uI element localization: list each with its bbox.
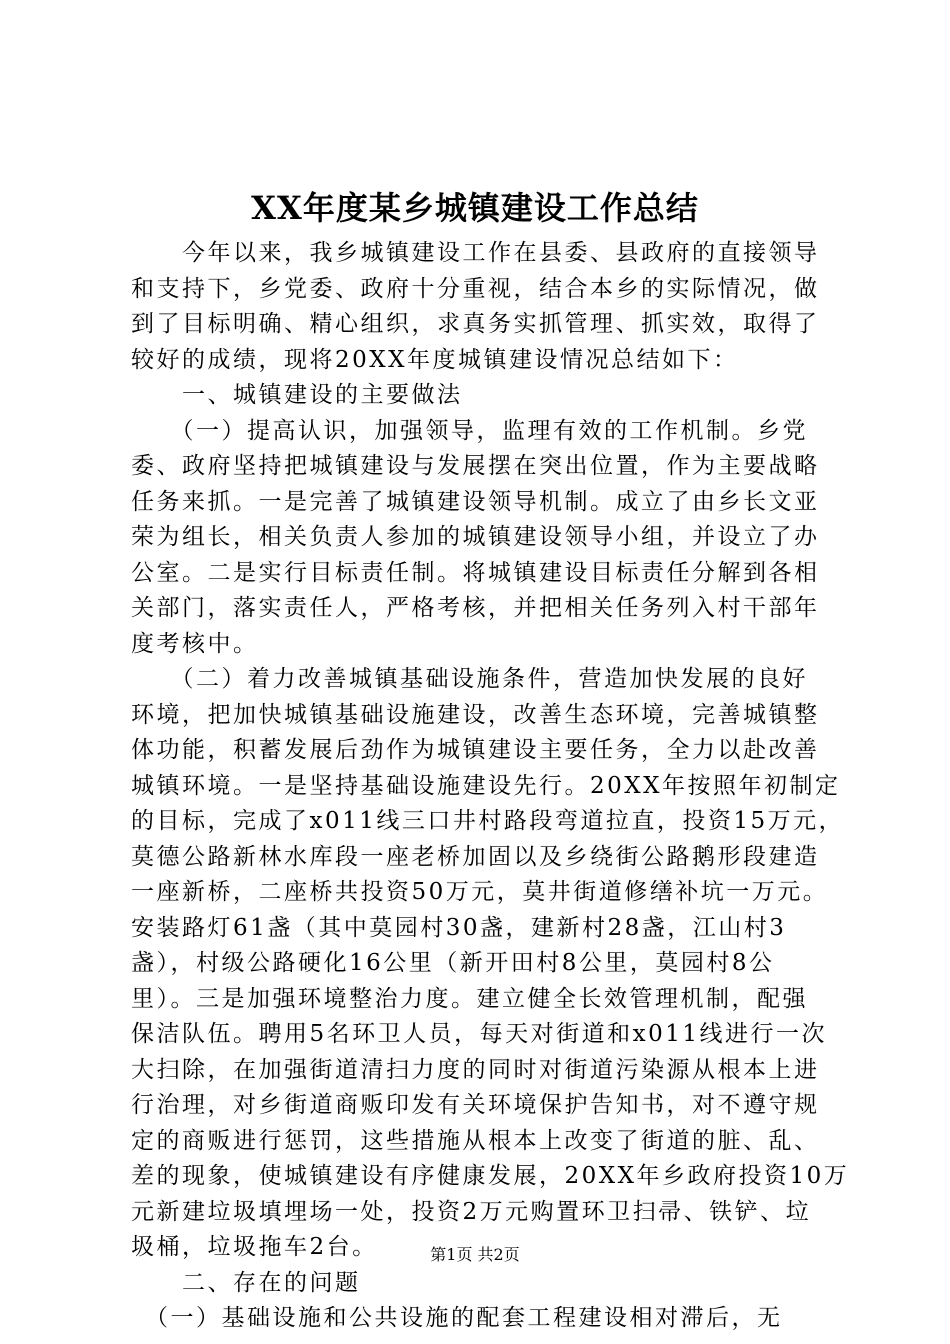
document-body — [131, 236, 850, 1337]
body-line: （一）基础设施和公共设施的配套工程建设相对滞后，无 — [131, 1305, 783, 1331]
section-heading: 二、存在的问题 — [131, 1269, 361, 1296]
body-line: 城镇环境。一是坚持基础设施建设先行。20XX年按照年初制定 — [131, 772, 841, 799]
body-line: 保洁队伍。聘用5名环卫人员，每天对街道和x011线进行一次 — [131, 1021, 828, 1047]
body-line: 今年以来，我乡城镇建设工作在县委、县政府的直接领导 — [131, 240, 820, 266]
body-line: 盏），村级公路硬化16公里（新开田村8公里，莫园村8公 — [131, 950, 775, 976]
body-line: 和支持下，乡党委、政府十分重视，结合本乡的实际情况，做 — [131, 275, 820, 302]
body-line: 行治理，对乡街道商贩印发有关环境保护告知书，对不遵守规 — [131, 1092, 820, 1118]
body-line: 较好的成绩，现将20XX年度城镇建设情况总结如下： — [131, 346, 739, 373]
body-line: 一座新桥，二座桥共投资50万元，莫井街道修缮补坑一万元。 — [131, 879, 829, 905]
body-line: 莫德公路新林水库段一座老桥加固以及乡绕街公路鹅形段建造 — [131, 843, 820, 870]
body-line: 体功能，积蓄发展后劲作为城镇建设主要任务，全力以赴改善 — [131, 737, 820, 763]
page-number-footer: 第1页 共2页 — [430, 1245, 520, 1264]
body-line: 荣为组长，相关负责人参加的城镇建设领导小组，并设立了办 — [131, 524, 820, 550]
body-line: 关部门，落实责任人，严格考核，并把相关任务列入村干部年 — [131, 595, 820, 621]
body-line: 委、政府坚持把城镇建设与发展摆在突出位置，作为主要战略 — [131, 453, 820, 479]
document-title: XX年度某乡城镇建设工作总结 — [251, 189, 699, 227]
body-line: （一）提高认识，加强领导，监理有效的工作机制。乡党 — [131, 417, 808, 444]
body-line: 元新建垃圾填埋场一处，投资2万元购置环卫扫帚、铁铲、垃 — [131, 1198, 812, 1225]
body-line: 环境，把加快城镇基础设施建设，改善生态环境，完善城镇整 — [131, 701, 820, 728]
section-heading: 一、城镇建设的主要做法 — [131, 382, 463, 408]
body-line: 定的商贩进行惩罚，这些措施从根本上改变了街道的脏、乱、 — [131, 1127, 820, 1154]
body-line: 的目标，完成了x011线三口井村路段弯道拉直，投资15万元， — [131, 808, 845, 834]
body-line: （二）着力改善城镇基础设施条件，营造加快发展的良好 — [131, 666, 808, 692]
body-line: 公室。二是实行目标责任制。将城镇建设目标责任分解到各相 — [131, 559, 820, 586]
body-line: 圾桶，垃圾拖车2台。 — [131, 1234, 378, 1260]
body-line: 到了目标明确、精心组织，求真务实抓管理、抓实效，取得了 — [131, 311, 820, 337]
body-line: 里）。三是加强环境整治力度。建立健全长效管理机制，配强 — [131, 985, 808, 1012]
body-line: 大扫除，在加强街道清扫力度的同时对街道污染源从根本上进 — [131, 1056, 820, 1083]
body-line: 任务来抓。一是完善了城镇建设领导机制。成立了由乡长文亚 — [131, 488, 820, 515]
body-line: 安装路灯61盏（其中莫园村30盏，建新村28盏，江山村3 — [131, 914, 787, 941]
body-line: 度考核中。 — [131, 630, 259, 657]
body-line: 差的现象，使城镇建设有序健康发展，20XX年乡政府投资10万 — [131, 1163, 850, 1189]
